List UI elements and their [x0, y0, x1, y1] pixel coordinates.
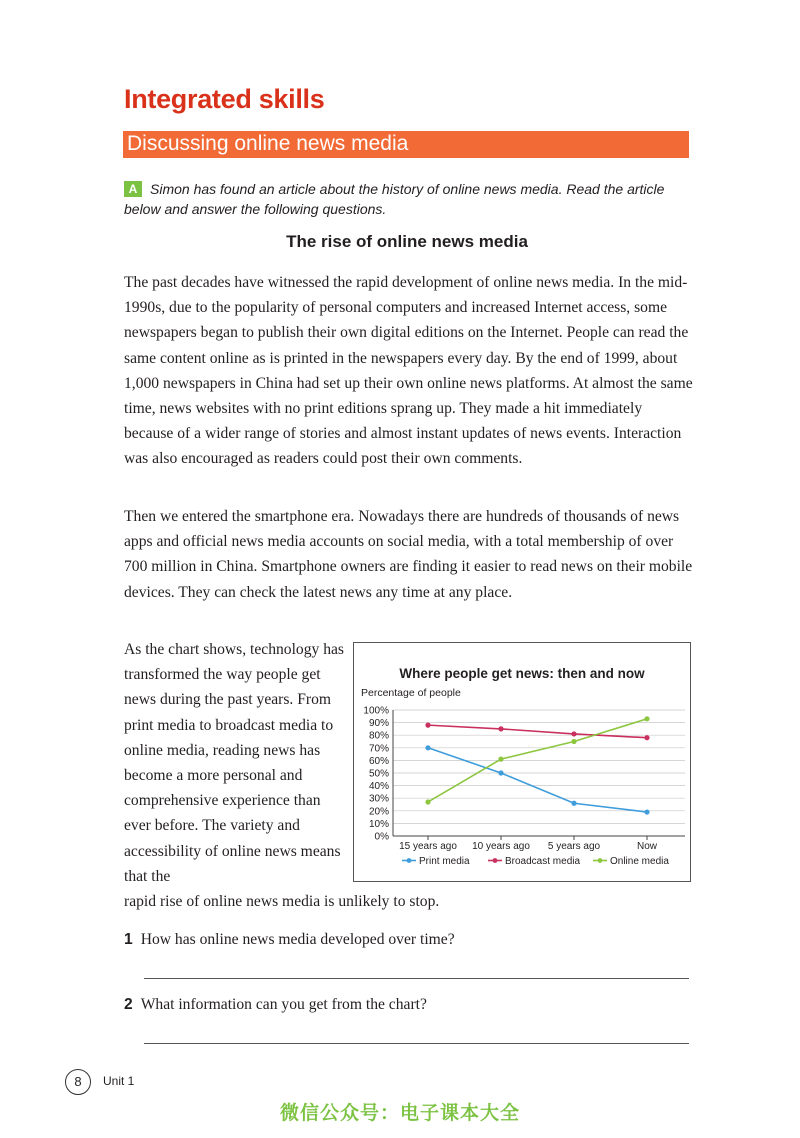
- question-1: [124, 930, 455, 950]
- chart-y-tick-label: 40%: [368, 781, 389, 793]
- page-number: 8: [65, 1069, 91, 1095]
- footer-note: 微信公众号：电子课本大全: [279, 1103, 520, 1124]
- legend-marker-broadcast-media: [493, 858, 498, 863]
- question-1-text: How has online news media developed over time?: [140, 931, 455, 948]
- section-title: Discussing online news media: [127, 132, 409, 155]
- legend-label-broadcast-media: Broadcast media: [505, 856, 581, 867]
- chart-y-tick-label: 80%: [368, 730, 389, 742]
- data-point-online-media: [498, 757, 503, 762]
- question-1-number: 1: [124, 931, 133, 948]
- section-banner: [123, 131, 689, 158]
- chart-y-tick-label: 20%: [368, 806, 389, 818]
- data-point-print-media: [571, 801, 576, 806]
- series-line-broadcast-media: [428, 725, 647, 738]
- chart-canvas: [354, 643, 690, 881]
- data-point-print-media: [425, 745, 430, 750]
- chart-x-tick-label: 10 years ago: [472, 841, 530, 852]
- answer-line-2[interactable]: [144, 1043, 689, 1044]
- chart-x-tick-label: 15 years ago: [399, 841, 457, 852]
- data-point-online-media: [644, 716, 649, 721]
- unit-label: Unit 1: [103, 1074, 135, 1088]
- task-badge: A: [124, 181, 142, 197]
- legend-marker-print-media: [407, 858, 412, 863]
- task-instruction: [124, 179, 690, 219]
- chart-title: Where people get news: then and now: [399, 666, 645, 681]
- data-point-broadcast-media: [498, 726, 503, 731]
- answer-line-1[interactable]: [144, 978, 689, 979]
- data-point-broadcast-media: [425, 723, 430, 728]
- data-point-print-media: [644, 809, 649, 814]
- chart-y-tick-label: 60%: [368, 755, 389, 767]
- chart-y-tick-label: 10%: [368, 818, 389, 830]
- article-paragraph-3: As the chart shows, technology has transformed the way people get news during the past years. From print media to broadcast media to online media, reading news has become a more personal and comprehensive experience than ever before. The variety and accessibility of online news means that the: [124, 641, 345, 885]
- question-2: [124, 995, 427, 1015]
- article-title: The rise of online news media: [286, 232, 528, 251]
- chart-y-tick-label: 90%: [368, 718, 389, 730]
- data-point-print-media: [498, 770, 503, 775]
- data-point-online-media: [425, 799, 430, 804]
- task-instruction-text: Simon has found an article about the history of online news media. Read the article below and answer the following questions.: [124, 181, 665, 217]
- news-source-chart: [353, 642, 691, 882]
- chart-x-tick-label: Now: [636, 841, 658, 852]
- data-point-broadcast-media: [571, 731, 576, 736]
- chart-y-tick-label: 50%: [368, 768, 389, 780]
- chart-y-axis-label: Percentage of people: [361, 687, 461, 699]
- article-paragraph-3-end: rapid rise of online news media is unlikely to stop.: [124, 893, 440, 910]
- article-paragraph-2: Then we entered the smartphone era. Nowadays there are hundreds of thousands of news apps and official news media accounts on social media, with a total membership of over 700 million in China. Smartphone owners are finding it easier to read news on their mobile devices. They can check the latest news any time at any place.: [124, 508, 693, 601]
- chart-y-tick-label: 70%: [368, 743, 389, 755]
- legend-label-online-media: Online media: [610, 856, 669, 867]
- series-line-print-media: [428, 748, 647, 812]
- article-paragraph-1: The past decades have witnessed the rapid development of online news media. In the mid-1990s, due to the popularity of personal computers and increased Internet access, some newspapers began to publish their own digital editions on the Internet. People can read the same content online as is printed in the newspapers every day. By the end of 1999, about 1,000 newspapers in China had set up their own online news platforms. At almost the same time, news websites with no print editions sprang up. They made a hit immediately because of a wider range of stories and almost instant updates of news events. Interaction was also encouraged as readers could post their own comments.: [124, 274, 693, 468]
- chart-y-tick-label: 100%: [363, 705, 389, 717]
- question-2-text: What information can you get from the chart?: [140, 996, 427, 1013]
- chart-y-tick-label: 0%: [374, 831, 389, 843]
- legend-label-print-media: Print media: [419, 856, 470, 867]
- legend-marker-online-media: [598, 858, 603, 863]
- chart-y-tick-label: 30%: [368, 793, 389, 805]
- data-point-online-media: [571, 739, 576, 744]
- data-point-broadcast-media: [644, 735, 649, 740]
- question-2-number: 2: [124, 996, 133, 1013]
- chart-x-tick-label: 5 years ago: [547, 841, 601, 852]
- main-title: Integrated skills: [124, 84, 325, 114]
